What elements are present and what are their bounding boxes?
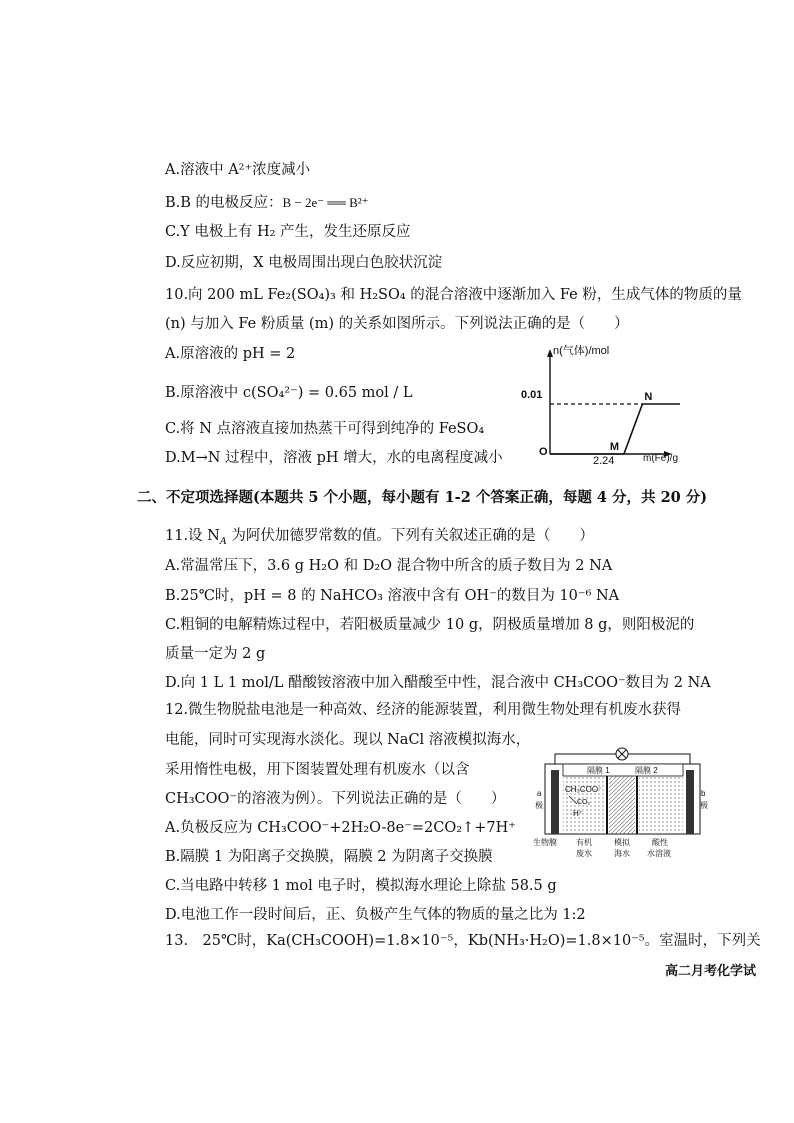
membrane2-label: 隔膜 2 <box>635 766 658 775</box>
graph-point-m: M <box>609 441 620 453</box>
q9-option-b <box>165 193 369 213</box>
graph-point-n: N <box>644 391 653 403</box>
q12-stem-line2: 电能，同时可实现海水淡化。现以 NaCl 溶液模拟海水， <box>165 732 531 748</box>
q9-option-b-equation: B − 2e⁻ ══ B²⁺ <box>282 195 369 210</box>
q13-stem: 13. 25℃时，Ka(CH₃COOH)=1.8×10⁻⁵，Kb(NH₃·H₂O)=1.8×10⁻⁵。室温时，下列关 <box>165 933 761 949</box>
species-co2: CO₂ <box>577 799 591 806</box>
label-acid-1: 酸性 <box>652 838 668 847</box>
electrode-a-label: a <box>537 789 542 798</box>
q10-option-c: C.将 N 点溶液直接加热蒸干可得到纯净的 FeSO₄ <box>165 421 485 437</box>
acid-chamber <box>639 776 683 834</box>
seawater-chamber <box>609 776 635 834</box>
q11-option-b: B.25℃时，pH = 8 的 NaHCO₃ 溶液中含有 OH⁻的数目为 10⁻⁶ NA <box>165 588 620 604</box>
q10-option-d: D.M→N 过程中，溶液 pH 增大，水的电离程度减小 <box>165 450 503 466</box>
electrode-b-label2: 极 <box>700 801 708 810</box>
graph-x-label: m(Fe)/g <box>643 453 678 464</box>
q10-option-a: A.原溶液的 pH = 2 <box>165 346 296 362</box>
q11-option-a: A.常温常压下，3.6 g H₂O 和 D₂O 混合物中所含的质子数目为 2 NA <box>165 558 613 574</box>
page-footer: 高二月考化学试 <box>665 964 757 979</box>
q12-stem-line1: 12.微生物脱盐电池是一种高效、经济的能源装置，利用微生物处理有机废水获得 <box>165 702 682 718</box>
membrane1-label: 隔膜 1 <box>587 766 610 775</box>
q9-option-b-text: B.B 的电极反应： <box>165 195 283 211</box>
q11-option-c-line2: 质量一定为 2 g <box>165 646 266 662</box>
q11-option-d: D.向 1 L 1 mol/L 醋酸铵溶液中加入醋酸至中性，混合液中 CH₃COO⁻数目为 2 NA <box>165 675 711 691</box>
q10-stem-line1: 10.向 200 mL Fe₂(SO₄)₃ 和 H₂SO₄ 的混合溶液中逐渐加入 Fe 粉，生成气体的物质的量 <box>165 287 742 303</box>
q12-option-a: A.负极反应为 CH₃COO⁻+2H₂O-8e⁻=2CO₂↑+7H⁺ <box>165 820 516 836</box>
section2-heading: 二、不定项选择题(本题共 5 个小题，每小题有 1-2 个答案正确，每题 4 分，共 20 分) <box>137 489 708 506</box>
label-sea-2: 海水 <box>614 849 630 858</box>
q10-stem-line2: (n) 与加入 Fe 粉质量 (m) 的关系如图所示。下列说法正确的是（ ） <box>165 316 629 332</box>
label-waste-2: 废水 <box>576 849 592 858</box>
q10-option-b: B.原溶液中 c(SO₄²⁻) = 0.65 mol / L <box>165 385 413 401</box>
q9-option-a: A.溶液中 A²⁺浓度减小 <box>165 162 311 178</box>
electrode-b <box>686 770 694 834</box>
q11-stem-rest: 为阿伏加德罗常数的值。下列有关叙述正确的是（ ） <box>226 528 594 544</box>
electrode-a-label2: 极 <box>535 801 543 810</box>
q12-device-diagram <box>525 740 720 865</box>
q12-stem-line3: 采用惰性电极，用下图装置处理有机废水（以含 <box>165 762 470 778</box>
electrode-b-label: b <box>701 789 706 798</box>
q9-option-d: D.反应初期，X 电极周围出现白色胶状沉淀 <box>165 255 443 271</box>
electrode-a <box>551 770 559 834</box>
species-acetate: CH₃COO⁻ <box>565 785 603 794</box>
graph-x-tick: 2.24 <box>593 455 615 465</box>
q10-graph <box>515 340 680 465</box>
species-h-plus: H⁺ <box>573 809 583 818</box>
graph-origin: O <box>539 446 548 458</box>
label-biofilm: 生物膜 <box>533 838 557 847</box>
q11-stem-sub: A <box>219 535 227 547</box>
q11-option-c-line1: C.粗铜的电解精炼过程中，若阳极质量减少 10 g，阴极质量增加 8 g，则阳极泥的 <box>165 617 695 633</box>
q12-option-b: B.隔膜 1 为阳离子交换膜，隔膜 2 为阴离子交换膜 <box>165 849 493 865</box>
membrane-labels-bar <box>563 764 683 776</box>
label-acid-2: 水溶液 <box>647 849 671 858</box>
graph-y-tick: 0.01 <box>521 389 543 401</box>
q9-option-c: C.Y 电极上有 H₂ 产生，发生还原反应 <box>165 224 411 240</box>
q12-option-c: C.当电路中转移 1 mol 电子时，模拟海水理论上除盐 58.5 g <box>165 878 557 894</box>
label-waste-1: 有机 <box>576 838 592 847</box>
label-sea-1: 模拟 <box>614 838 630 847</box>
q12-option-d: D.电池工作一段时间后，正、负极产生气体的物质的量之比为 1:2 <box>165 907 586 923</box>
q11-stem <box>165 526 594 552</box>
q12-stem-line4: CH₃COO⁻的溶液为例）。下列说法正确的是（ ） <box>165 791 506 807</box>
q11-stem-start: 11.设 N <box>165 528 220 544</box>
graph-y-label: n(气体)/mol <box>553 345 610 357</box>
